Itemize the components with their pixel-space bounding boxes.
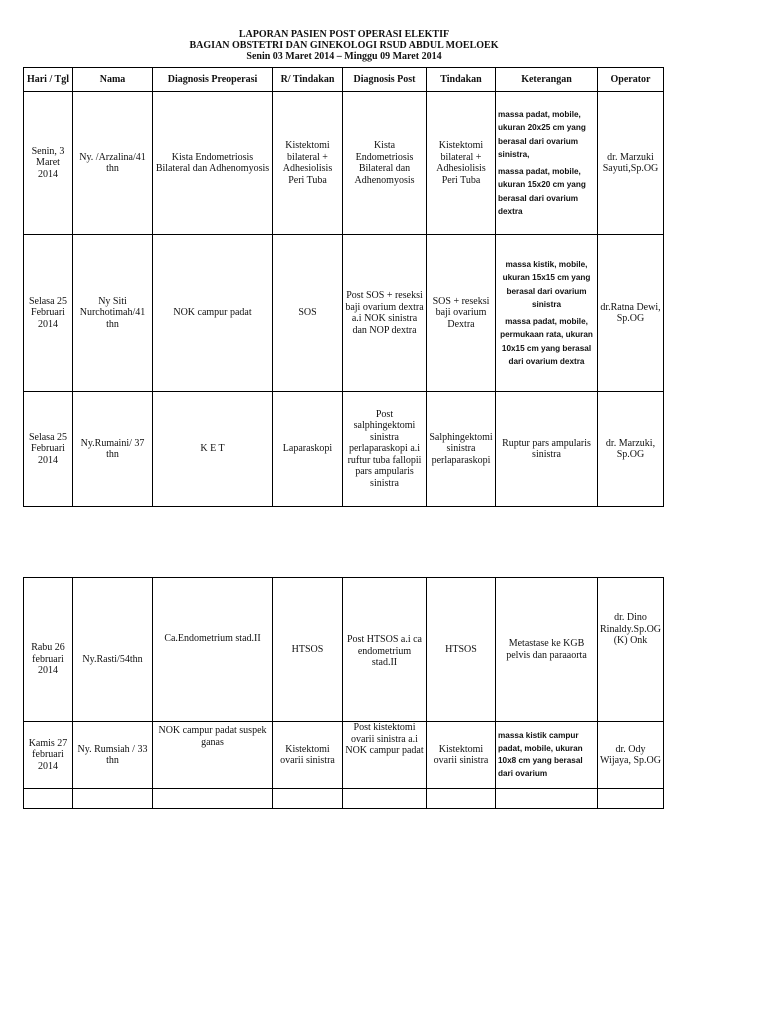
col-header-nama: Nama	[73, 68, 153, 92]
table-row	[24, 235, 664, 392]
cell-nama: Ny Siti Nurchotimah/41 thn	[73, 235, 153, 392]
cell-empty	[73, 789, 153, 809]
cell-diagnosis-pre: K E T	[153, 392, 273, 507]
col-header-r-tindakan: R/ Tindakan	[273, 68, 343, 92]
cell-r-tindakan: Kistektomi ovarii sinistra	[273, 722, 343, 789]
cell-diagnosis-pre: NOK campur padat	[153, 235, 273, 392]
keterangan-note: massa kistik, mobile, ukuran 15x15 cm yang berasal dari ovarium sinistra	[502, 259, 591, 309]
cell-hari: Senin, 3 Maret 2014	[24, 92, 73, 235]
cell-diagnosis-post: Post SOS + reseksi baji ovarium dextra a.i NOK sinistra dan NOP dextra	[343, 235, 427, 392]
cell-empty	[427, 789, 496, 809]
cell-hari: Kamis 27 februari 2014	[24, 722, 73, 789]
cell-r-tindakan: Laparaskopi	[273, 392, 343, 507]
cell-keterangan: Ruptur pars ampularis sinistra	[496, 392, 598, 507]
col-header-diagnosis-pre: Diagnosis Preoperasi	[153, 68, 273, 92]
cell-empty	[598, 789, 664, 809]
cell-diagnosis-pre: Ca.Endometrium stad.II	[153, 578, 273, 722]
cell-operator: dr.Ratna Dewi, Sp.OG	[598, 235, 664, 392]
cell-tindakan: SOS + reseksi baji ovarium Dextra	[427, 235, 496, 392]
cell-nama: Ny.Rumaini/ 37 thn	[73, 392, 153, 507]
cell-diagnosis-post: Kista Endometriosis Bilateral dan Adhenomyosis	[343, 92, 427, 235]
cell-tindakan: Kistektomi ovarii sinistra	[427, 722, 496, 789]
report-title: LAPORAN PASIEN POST OPERASI ELEKTIF	[238, 29, 450, 40]
table-row-empty	[24, 789, 664, 809]
cell-hari: Rabu 26 februari 2014	[24, 578, 73, 722]
cell-operator: dr. Ody Wijaya, Sp.OG	[598, 722, 664, 789]
cell-r-tindakan: HTSOS	[273, 578, 343, 722]
cell-diagnosis-post: Post salphingektomi sinistra perlaparaskopi a.i ruftur tuba fallopii pars ampularis sinistra	[343, 392, 427, 507]
cell-operator: dr. Dino Rinaldy.Sp.OG (K) Onk	[598, 578, 664, 722]
cell-r-tindakan: SOS	[273, 235, 343, 392]
cell-nama: Ny. Rumsiah / 33 thn	[73, 722, 153, 789]
cell-tindakan: HTSOS	[427, 578, 496, 722]
cell-nama: Ny. /Arzalina/41 thn	[73, 92, 153, 235]
cell-keterangan: massa kistik campur padat, mobile, ukuran 10x8 cm yang berasal dari ovarium	[496, 722, 598, 789]
col-header-hari: Hari / Tgl	[24, 68, 73, 92]
cell-r-tindakan: Kistektomi bilateral + Adhesiolisis Peri Tuba	[273, 92, 343, 235]
cell-diagnosis-post: Post kistektomi ovarii sinistra a.i NOK campur padat	[343, 722, 427, 789]
col-header-keterangan: Keterangan	[496, 68, 598, 92]
cell-tindakan: Kistektomi bilateral + Adhesiolisis Peri Tuba	[427, 92, 496, 235]
keterangan-note: massa padat, mobile, ukuran 20x25 cm yang berasal dari ovarium sinistra,	[498, 109, 586, 159]
col-header-tindakan: Tindakan	[427, 68, 496, 92]
cell-empty	[496, 789, 598, 809]
table-row	[24, 578, 664, 722]
department-title: BAGIAN OBSTETRI DAN GINEKOLOGI RSUD ABDUL MOELOEK	[189, 40, 499, 51]
cell-operator: dr. Marzuki, Sp.OG	[598, 392, 664, 507]
cell-keterangan	[496, 235, 598, 392]
report-table-page-1	[23, 67, 664, 507]
col-header-operator: Operator	[598, 68, 664, 92]
cell-empty	[24, 789, 73, 809]
cell-diagnosis-pre: Kista Endometriosis Bilateral dan Adhenomyosis	[153, 92, 273, 235]
table-row	[24, 92, 664, 235]
keterangan-note: massa padat, mobile, ukuran 15x20 cm yang berasal dari ovarium dextra	[498, 166, 586, 216]
cell-tindakan: Salphingektomi sinistra perlaparaskopi	[427, 392, 496, 507]
cell-diagnosis-post: Post HTSOS a.i ca endometrium stad.II	[343, 578, 427, 722]
cell-diagnosis-pre: NOK campur padat suspek ganas	[153, 722, 273, 789]
keterangan-note: massa padat, mobile, permukaan rata, ukuran 10x15 cm yang berasal dari ovarium dextra	[500, 316, 593, 366]
cell-nama: Ny.Rasti/54thn	[73, 578, 153, 722]
table-row	[24, 722, 664, 789]
cell-empty	[343, 789, 427, 809]
cell-keterangan	[496, 92, 598, 235]
date-range: Senin 03 Maret 2014 – Minggu 09 Maret 2014	[246, 51, 442, 62]
table-row	[24, 392, 664, 507]
cell-hari: Selasa 25 Februari 2014	[24, 235, 73, 392]
cell-operator: dr. Marzuki Sayuti,Sp.OG	[598, 92, 664, 235]
table-header-row	[24, 68, 664, 92]
cell-keterangan: Metastase ke KGB pelvis dan paraaorta	[496, 578, 598, 722]
cell-empty	[153, 789, 273, 809]
cell-empty	[273, 789, 343, 809]
cell-hari: Selasa 25 Februari 2014	[24, 392, 73, 507]
report-table-page-2	[23, 577, 664, 809]
col-header-diagnosis-post: Diagnosis Post	[343, 68, 427, 92]
